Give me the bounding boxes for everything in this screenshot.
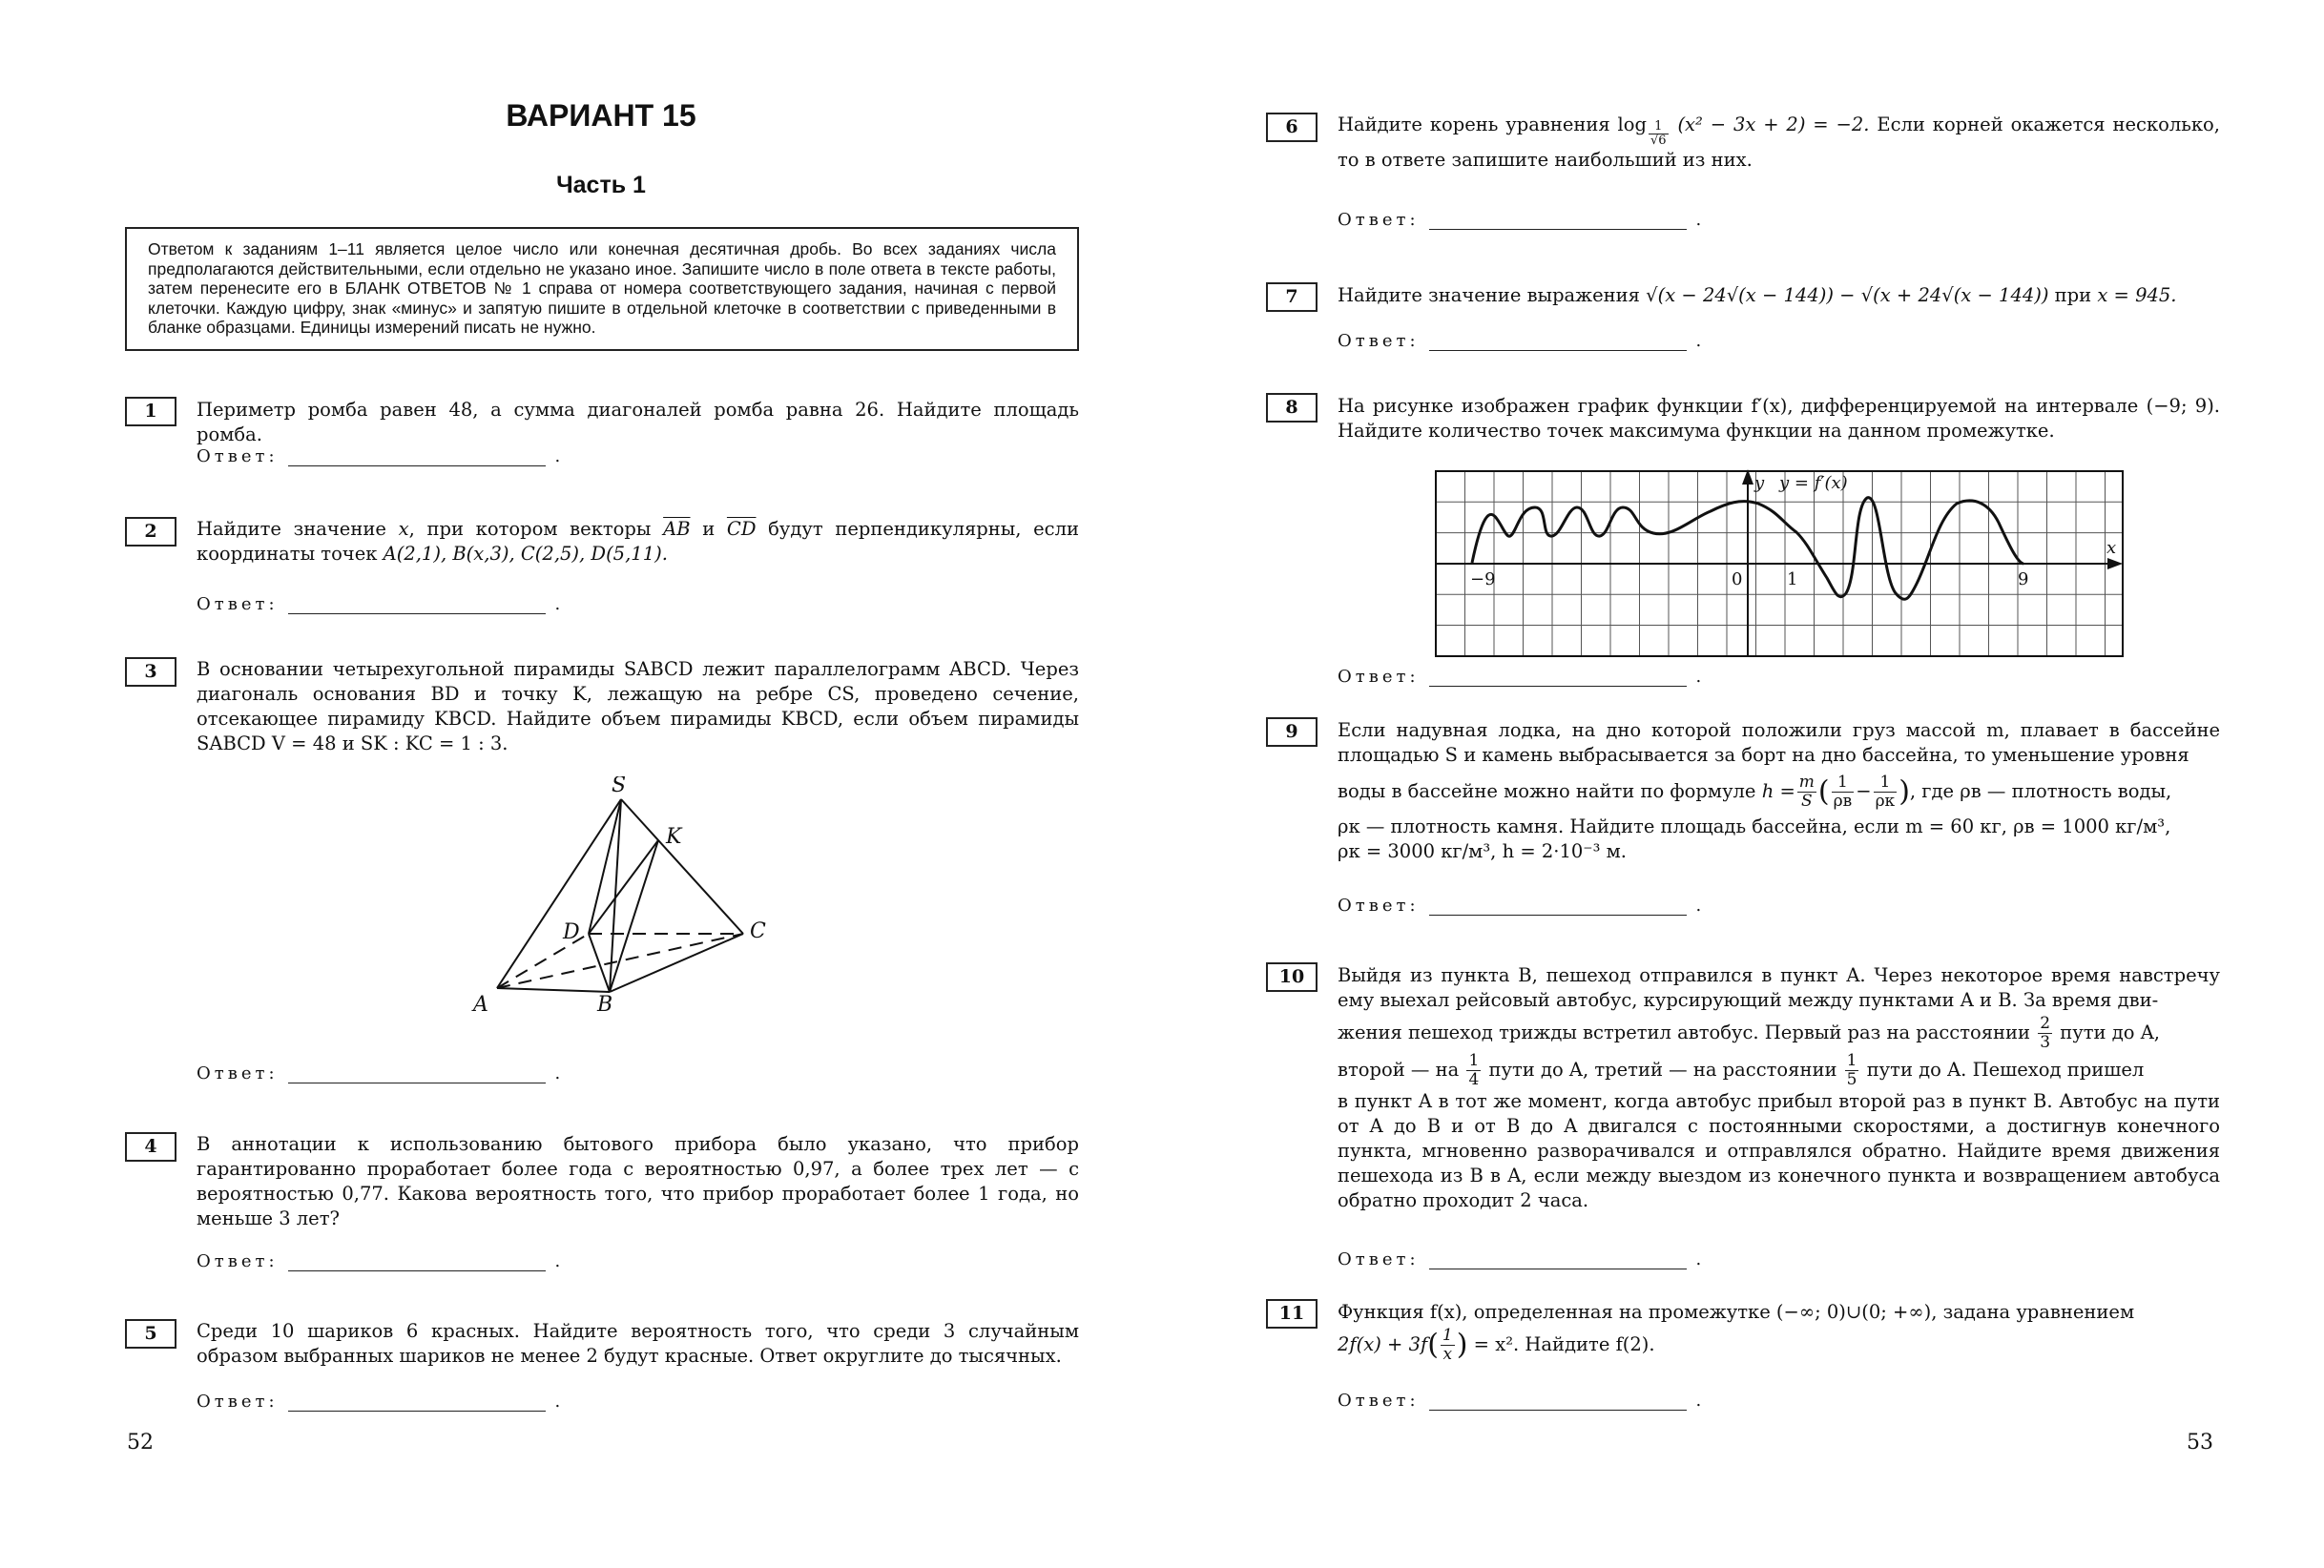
- task-number: 5: [125, 1319, 176, 1349]
- log-fn: log: [1617, 113, 1647, 135]
- text-part: при: [2054, 284, 2092, 306]
- task-text: В основании четырехугольной пирамиды SABCD лежит параллелограмм ABCD. Через диагональ основания BD и точку K, лежащую на ребре CS, проведено сечение, отсекающее пирамиду KBCD. Найдите объем пирамиды KBCD, если объем пирамиды SABCD V = 48 и SK : KC = 1 : 3.: [197, 658, 1079, 754]
- task-text: [1338, 113, 2220, 173]
- formula-h: h =: [1761, 780, 1795, 802]
- edge-ab: [497, 988, 610, 992]
- fraction-1-4: $\frac{1}{4}$: [1468, 1051, 1480, 1089]
- text-line: Если надувная лодка, на дно которой положили груз массой m, плавает в бассейне площадью S и камень выбрасывается за борт на дно бассейна, то уменьшение уровня: [1338, 719, 2220, 766]
- task-text: В аннотации к использованию бытового прибора было указано, что прибор гарантированно проработает более года с вероятностью 0,97, а более трех лет — с вероятностью 0,77. Какова вероятность того, что прибор проработает более 1 года, но меньше 3 лет?: [197, 1133, 1079, 1229]
- label-a: A: [473, 993, 488, 1017]
- answer-field[interactable]: Ответ: .: [1338, 667, 1706, 687]
- answer-label: Ответ:: [1338, 210, 1420, 230]
- fraction-rho-v: $\frac{1}{\rho в}$: [1833, 773, 1853, 811]
- text-part: Найдите значение выражения: [1338, 284, 1640, 306]
- answer-field[interactable]: Ответ: .: [197, 1392, 565, 1412]
- answer-label: Ответ:: [1338, 667, 1420, 687]
- tick-minus-9: −9: [1470, 569, 1496, 589]
- text-line: жения пешеход трижды встретил автобус. Первый раз на расстоянии $\frac{2}{3}$ пути до A,: [1338, 1014, 2160, 1052]
- text-part: , где ρв — плотность воды,: [1909, 780, 2172, 802]
- fraction-2-3: $\frac{2}{3}$: [2040, 1014, 2051, 1052]
- answer-line[interactable]: [1429, 671, 1687, 687]
- points: A(2,1), B(x,3), C(2,5), D(5,11).: [383, 543, 668, 565]
- answer-field[interactable]: Ответ: .: [1338, 1249, 1706, 1269]
- fraction-1-5: $\frac{1}{5}$: [1846, 1051, 1857, 1089]
- answer-line[interactable]: [288, 598, 546, 614]
- answer-label: Ответ:: [197, 594, 279, 614]
- fraction-rho-k: $\frac{1}{\rho к}$: [1875, 773, 1896, 811]
- answer-label: Ответ:: [197, 1251, 279, 1271]
- text-part: , при котором векторы: [408, 518, 664, 540]
- derivative-graph: [1434, 469, 2140, 671]
- answer-line[interactable]: [1429, 335, 1687, 351]
- text-part: Найдите корень уравнения: [1338, 113, 1610, 135]
- y-axis-label: y: [1754, 473, 1765, 493]
- label-d: D: [563, 920, 580, 944]
- answer-line[interactable]: [288, 450, 546, 466]
- text-line: второй — на $\frac{1}{4}$ пути до A, третий — на расстоянии $\frac{1}{5}$ пути до A. Пешеход пришел: [1338, 1051, 2145, 1089]
- task-text: [1338, 718, 2220, 864]
- tick-1: 1: [1787, 569, 1798, 589]
- fraction-m-s: $\frac{m}{S}$: [1798, 773, 1815, 811]
- answer-field[interactable]: Ответ: .: [1338, 1391, 1706, 1411]
- answer-line[interactable]: [1429, 899, 1687, 916]
- label-b: B: [597, 993, 613, 1017]
- text-part: и: [690, 518, 727, 540]
- task-text: [1338, 1300, 2220, 1364]
- task-number: 11: [1266, 1299, 1318, 1329]
- answer-label: Ответ:: [1338, 331, 1420, 351]
- label-c: C: [750, 919, 766, 943]
- log-argument: (x² − 3x + 2) = −2.: [1677, 113, 1870, 135]
- answer-field[interactable]: Ответ: .: [1338, 896, 1706, 916]
- task-number: 3: [125, 657, 176, 687]
- text-line: Выйдя из пункта B, пешеход отправился в пункт A. Через некоторое время навстречу ему выехал рейсовый автобус, курсирующий между пунктами A и B. За время дви-: [1338, 964, 2220, 1011]
- tick-0: 0: [1732, 569, 1743, 589]
- task-text: [197, 517, 1079, 567]
- answer-field[interactable]: Ответ: .: [1338, 331, 1706, 351]
- formula-line: воды в бассейне можно найти по формуле h = $\frac{m}{S}$ ( $\frac{1}{\rho в}$ − $\frac{1}{\rho к}$ ), где ρв — плотность воды,: [1338, 773, 2172, 811]
- answer-field[interactable]: Ответ: .: [197, 594, 565, 614]
- task-text: На рисунке изображен график функции f′(x), дифференцируемой на интервале (−9; 9). Найдите количество точек максимума функции на данном промежутке.: [1338, 395, 2220, 442]
- var-x: x: [398, 518, 409, 540]
- x-axis-label: x: [2106, 538, 2117, 558]
- answer-line[interactable]: [1429, 1394, 1687, 1411]
- instructions-box: Ответом к заданиям 1–11 является целое число или конечная десятичная дробь. Во всех заданиях числа предполагаются действительными, если отдельно не указано иное. Запишите число в поле ответа в тексте работы, затем перенесите его в БЛАНК ОТВЕТОВ № 1 справа от номера соответствующего задания, начиная с первой клеточки. Каждую цифру, знак «минус» и запятую пишите в отдельной клеточке в соответствии с приведенными в бланке образцами. Единицы измерений писать не нужно.: [125, 227, 1079, 351]
- answer-field[interactable]: Ответ: .: [197, 446, 565, 466]
- answer-label: Ответ:: [197, 1063, 279, 1083]
- text-part: Если корней окажется несколько, то в ответе запишите наибольший из них.: [1338, 113, 2220, 171]
- task-number: 2: [125, 517, 176, 547]
- answer-field[interactable]: Ответ: .: [1338, 210, 1706, 230]
- task-number: 6: [1266, 113, 1318, 142]
- answer-line[interactable]: [288, 1395, 546, 1412]
- task-text: Периметр ромба равен 48, а сумма диагоналей ромба равна 26. Найдите площадь ромба.: [197, 399, 1079, 445]
- fraction-1-x: $\frac{1}{x}$: [1442, 1326, 1453, 1364]
- formula-line: 2f(x) + 3f( $\frac{1}{x}$ ) = x². Найдите f(2).: [1338, 1326, 1655, 1364]
- log-expression: [1617, 113, 1878, 148]
- task-number: 1: [125, 397, 176, 426]
- text-part: воды в бассейне можно найти по формуле: [1338, 780, 1756, 802]
- task-number: 8: [1266, 393, 1318, 423]
- text-part: будут перпендикулярны, если координаты точек: [197, 518, 1079, 565]
- task-number: 7: [1266, 282, 1318, 312]
- text-line: Функция f(x), определенная на промежутке (−∞; 0)∪(0; +∞), задана уравнением: [1338, 1301, 2135, 1323]
- answer-line[interactable]: [1429, 214, 1687, 230]
- text-line: ρк = 3000 кг/м³, h = 2·10⁻³ м.: [1338, 840, 1627, 862]
- page-number: 53: [2187, 1431, 2213, 1455]
- part-title: Часть 1: [556, 172, 646, 198]
- answer-line[interactable]: [288, 1067, 546, 1083]
- edge-sa: [497, 799, 621, 988]
- answer-line[interactable]: [1429, 1253, 1687, 1269]
- pyramid-figure: [468, 776, 945, 1034]
- label-k: K: [666, 825, 682, 849]
- text-line: в пункт A в тот же момент, когда автобус прибыл второй раз в пункт B. Автобус на пути от A до B и от B до A двигался с постоянными скоростями, а достигнув конечного пункта, мгновенно разворачивался и отправлялся обратно. Найдите время движения пешехода из B в A, если между выездом из конечного пункта и возвращением автобуса обратно проходит 2 часа.: [1338, 1090, 2220, 1211]
- variant-title: ВАРИАНТ 15: [506, 98, 696, 133]
- text-line: ρк — плотность камня. Найдите площадь бассейна, если m = 60 кг, ρв = 1000 кг/м³,: [1338, 815, 2171, 837]
- task-number: 9: [1266, 717, 1318, 747]
- task-number: 10: [1266, 962, 1318, 992]
- answer-label: Ответ:: [1338, 1249, 1420, 1269]
- answer-label: Ответ:: [1338, 896, 1420, 916]
- text-part: Найдите значение: [197, 518, 399, 540]
- log-base: $\frac{1}{√6}$: [1650, 119, 1667, 148]
- condition: x = 945.: [2097, 284, 2177, 306]
- task-text: [1338, 283, 2220, 308]
- vector-cd: $\overline{CD}$: [726, 518, 757, 540]
- answer-line[interactable]: [288, 1255, 546, 1271]
- x-axis-arrow: [2107, 558, 2123, 569]
- page-number: 52: [127, 1431, 154, 1455]
- task-number: 4: [125, 1132, 176, 1162]
- radical-expression: √(x − 24√(x − 144)) − √(x + 24√(x − 144)): [1646, 284, 2049, 306]
- vector-ab: $\overline{AB}$: [663, 518, 691, 540]
- answer-label: Ответ:: [197, 1392, 279, 1412]
- task-text: Среди 10 шариков 6 красных. Найдите вероятность того, что среди 3 случайным образом выбранных шариков не менее 2 будут красные. Ответ округлите до тысячных.: [197, 1320, 1079, 1367]
- answer-field[interactable]: Ответ: .: [197, 1251, 565, 1271]
- edge-db: [589, 934, 610, 992]
- answer-field[interactable]: Ответ: .: [197, 1063, 565, 1083]
- edge-bc: [610, 934, 743, 992]
- task-text: [1338, 963, 2220, 1213]
- function-label: y = f′(x): [1779, 473, 1848, 493]
- answer-label: Ответ:: [197, 446, 279, 466]
- tick-9: 9: [2018, 569, 2029, 589]
- answer-label: Ответ:: [1338, 1391, 1420, 1411]
- right-page: [1162, 0, 2324, 1568]
- label-s: S: [612, 776, 627, 797]
